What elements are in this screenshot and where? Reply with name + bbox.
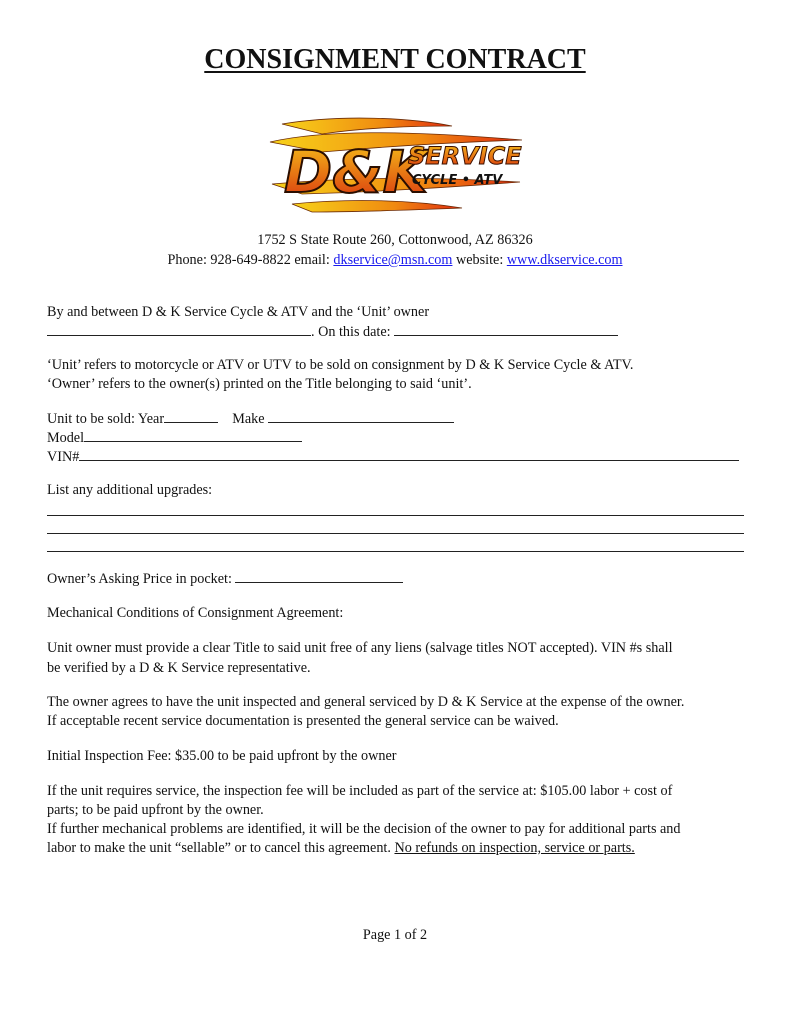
make-field[interactable] bbox=[268, 409, 454, 423]
further-text: labor to make the unit “sellable” or to cancel this agreement. bbox=[47, 840, 395, 856]
logo-service-text: SERVICE bbox=[408, 142, 522, 170]
upgrades-label: List any additional upgrades: bbox=[47, 482, 213, 498]
unit-year-make-line bbox=[47, 409, 454, 428]
year-field[interactable] bbox=[164, 409, 218, 423]
asking-price-line bbox=[47, 569, 403, 588]
upgrades-line-2[interactable] bbox=[47, 533, 744, 534]
document-title: CONSIGNMENT CONTRACT bbox=[204, 44, 586, 75]
intro-text: By and between D & K Service Cycle & ATV and the ‘Unit’ owner bbox=[47, 304, 430, 320]
further-paragraph-2 bbox=[47, 839, 635, 857]
inspection-paragraph-1: The owner agrees to have the unit inspected and general serviced by D & K Service at the expense of the owner. bbox=[47, 694, 685, 710]
mechanical-heading: Mechanical Conditions of Consignment Agreement: bbox=[47, 605, 344, 621]
owner-date-line bbox=[47, 322, 618, 341]
website-link[interactable]: www.dkservice.com bbox=[506, 252, 623, 268]
year-label: Unit to be sold: Year bbox=[47, 411, 165, 427]
date-field[interactable] bbox=[394, 322, 618, 336]
asking-price-field[interactable] bbox=[235, 569, 403, 583]
upgrades-line-3[interactable] bbox=[47, 551, 744, 552]
asking-price-label: Owner’s Asking Price in pocket: bbox=[47, 571, 236, 587]
inspection-fee: Initial Inspection Fee: $35.00 to be paid upfront by the owner bbox=[47, 748, 397, 764]
owner-definition: ‘Owner’ refers to the owner(s) printed on the Title belonging to said ‘unit’. bbox=[47, 376, 472, 392]
inspection-paragraph-2: If acceptable recent service documentation is presented the general service can be waived. bbox=[47, 713, 559, 729]
email-link[interactable]: dkservice@msn.com bbox=[333, 252, 453, 268]
owner-name-field[interactable] bbox=[47, 322, 311, 336]
service-paragraph-2: parts; to be paid upfront by the owner. bbox=[47, 802, 264, 818]
model-label: Model bbox=[47, 430, 85, 446]
contact-line bbox=[0, 251, 790, 269]
address: 1752 S State Route 260, Cottonwood, AZ 86326 bbox=[257, 232, 533, 248]
no-refunds-notice: No refunds on inspection, service or parts. bbox=[394, 840, 635, 856]
model-field[interactable] bbox=[84, 428, 302, 442]
page-number: Page 1 of 2 bbox=[362, 927, 428, 943]
further-paragraph-1: If further mechanical problems are identified, it will be the decision of the owner to pay for additional parts and bbox=[47, 821, 681, 837]
logo-cycle-atv-text: CYCLE • ATV bbox=[412, 173, 503, 188]
make-label: Make bbox=[232, 411, 269, 427]
upgrades-line-1[interactable] bbox=[47, 515, 744, 516]
date-label: . On this date: bbox=[311, 324, 395, 340]
dk-service-logo bbox=[262, 112, 532, 218]
website-label: website: bbox=[452, 252, 507, 268]
unit-definition: ‘Unit’ refers to motorcycle or ATV or UTV to be sold on consignment by D & K Service Cycle & ATV. bbox=[47, 357, 634, 373]
vin-line bbox=[47, 447, 739, 466]
title-paragraph-1: Unit owner must provide a clear Title to said unit free of any liens (salvage titles NOT accepted). VIN #s shall bbox=[47, 640, 673, 656]
vin-label: VIN# bbox=[47, 449, 80, 465]
model-line bbox=[47, 428, 302, 447]
service-paragraph-1: If the unit requires service, the inspection fee will be included as part of the service at: $105.00 labor + cost of bbox=[47, 783, 673, 799]
phone-text: Phone: 928-649-8822 email: bbox=[167, 252, 334, 268]
logo-dk-text: D&K bbox=[284, 138, 428, 206]
title-paragraph-2: be verified by a D & K Service representative. bbox=[47, 660, 311, 676]
vin-field[interactable] bbox=[79, 447, 739, 461]
